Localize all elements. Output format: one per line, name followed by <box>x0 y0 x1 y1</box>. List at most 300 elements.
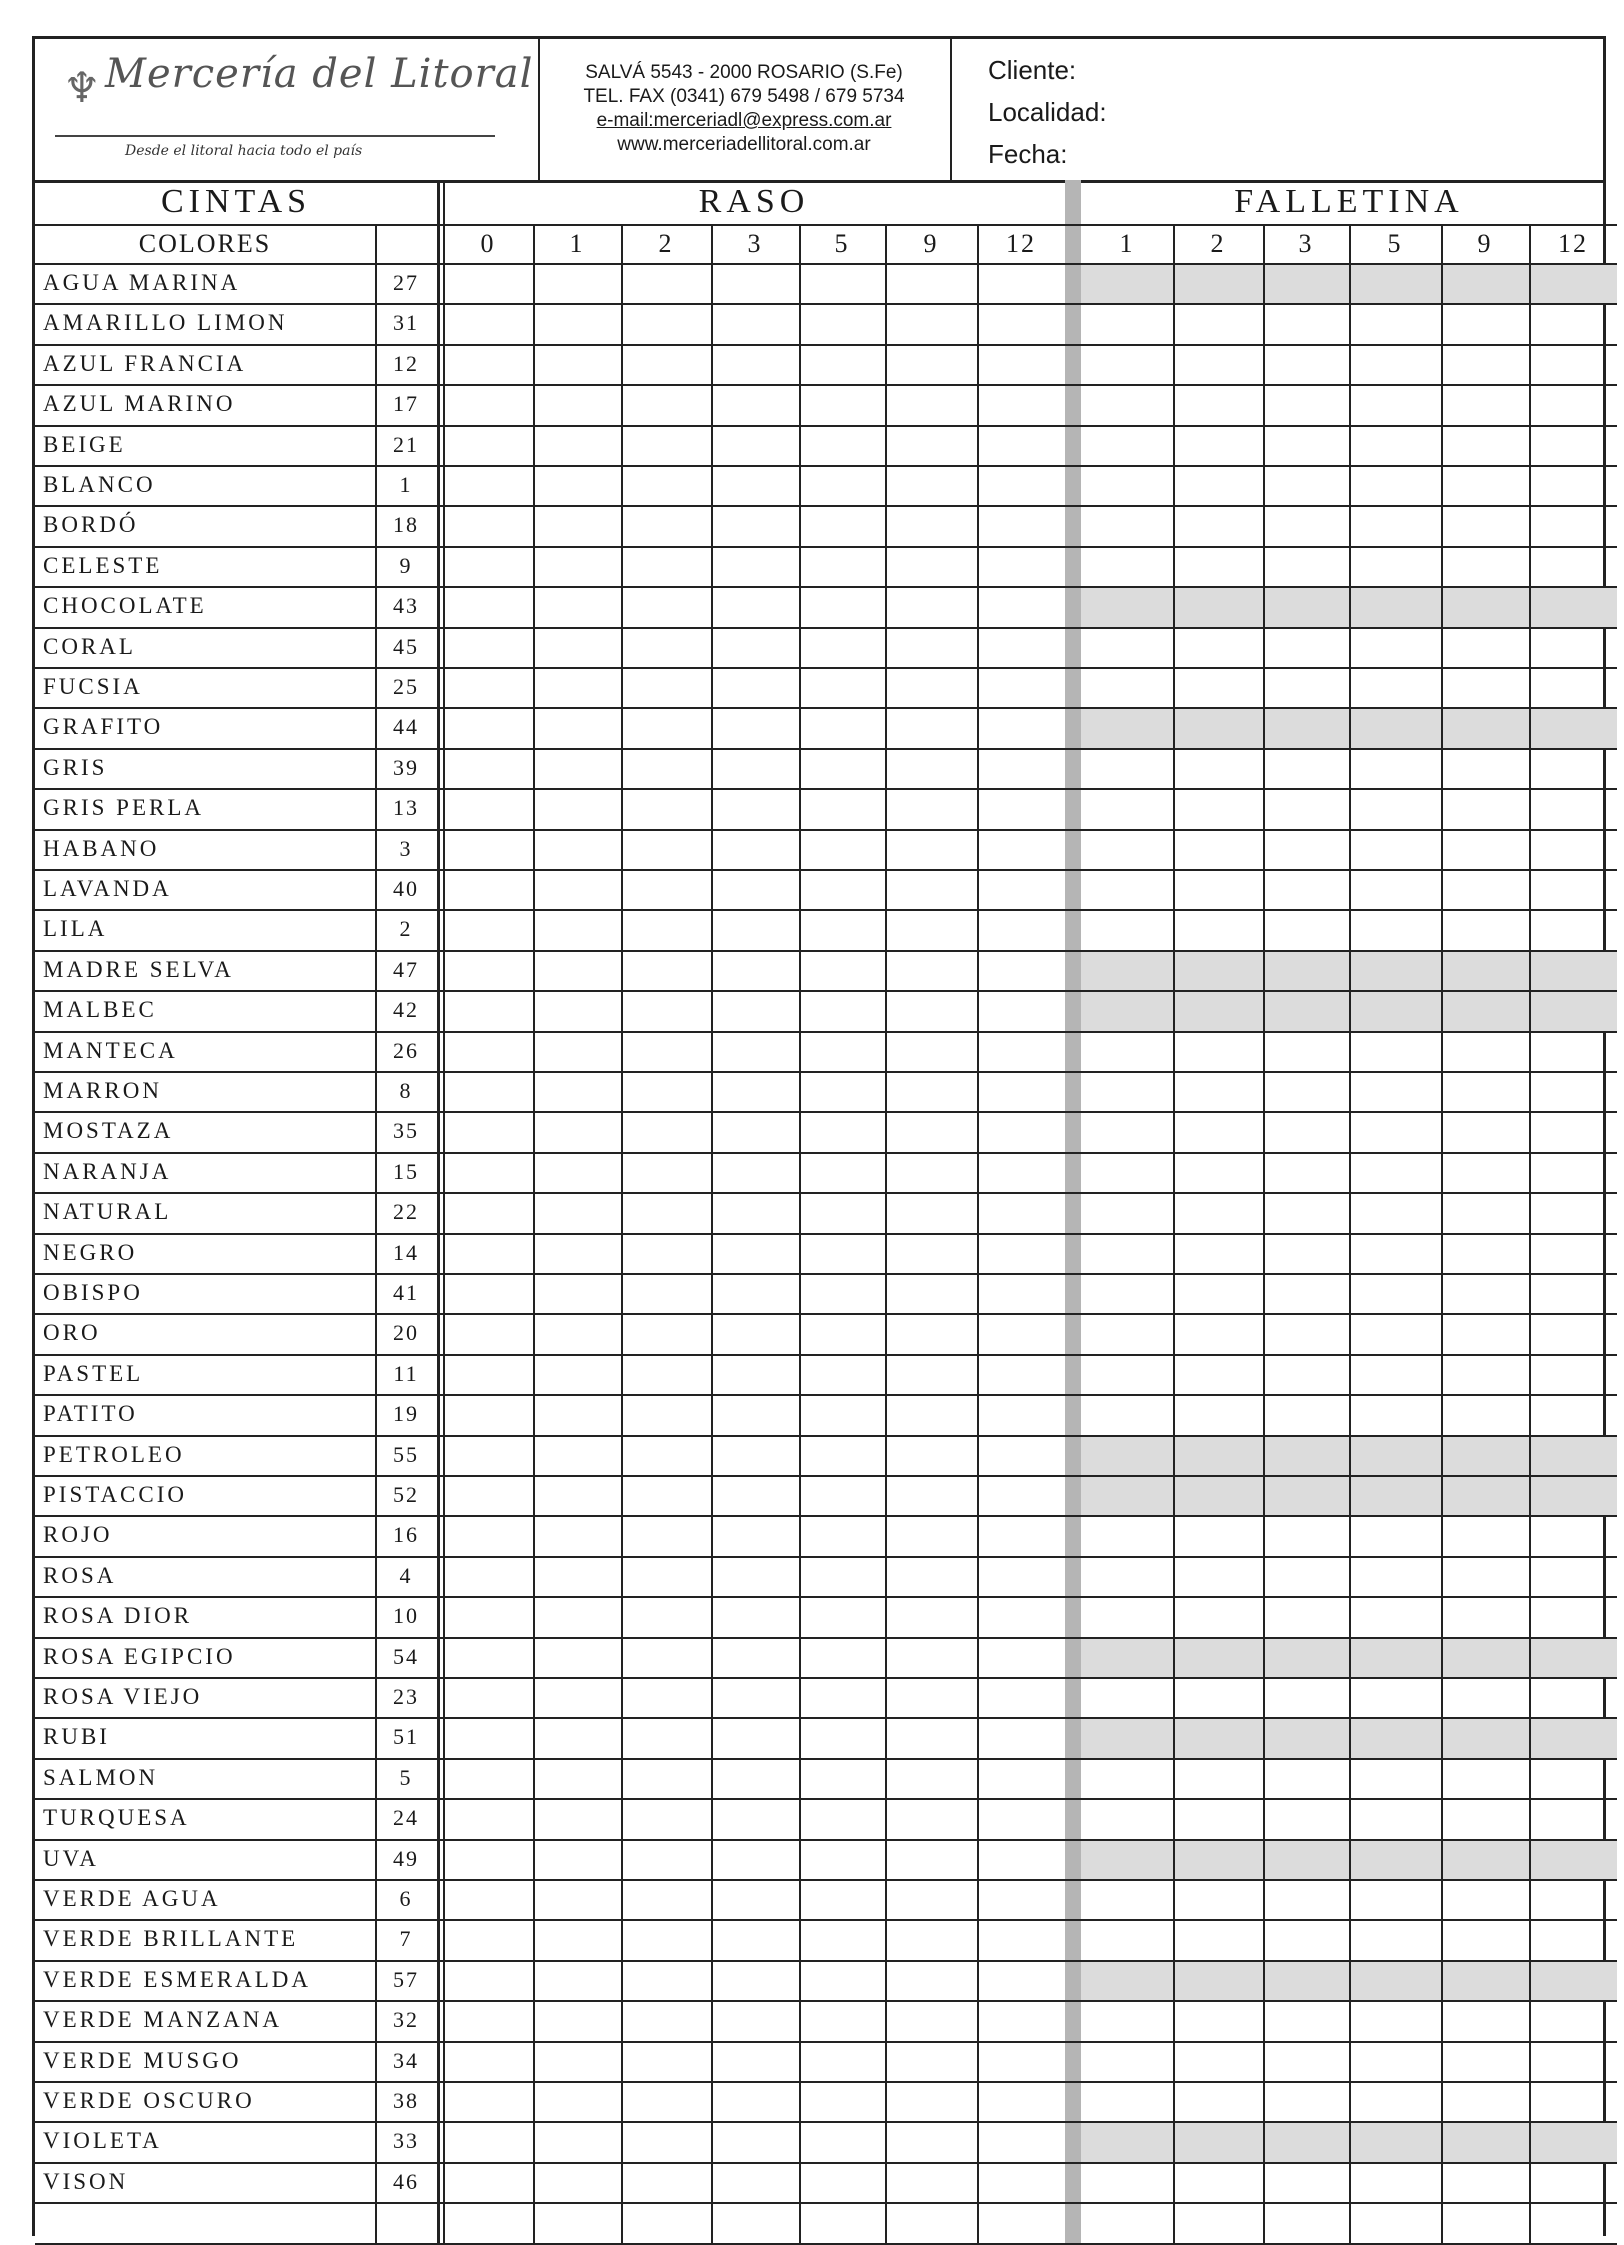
raso-quantity-cell[interactable] <box>799 1516 885 1556</box>
falletina-quantity-cell[interactable] <box>1263 2082 1349 2122</box>
raso-quantity-cell[interactable] <box>977 1314 1065 1354</box>
fecha-field[interactable]: Fecha: <box>988 139 1068 169</box>
raso-quantity-cell[interactable] <box>885 1112 977 1152</box>
raso-quantity-cell[interactable] <box>799 345 885 385</box>
falletina-quantity-cell[interactable] <box>1081 749 1173 789</box>
falletina-quantity-cell[interactable] <box>1441 264 1529 304</box>
raso-quantity-cell[interactable] <box>711 1395 799 1435</box>
raso-quantity-cell[interactable] <box>533 628 621 668</box>
falletina-quantity-cell[interactable] <box>1081 1153 1173 1193</box>
falletina-quantity-cell[interactable] <box>1529 1436 1617 1476</box>
falletina-quantity-cell[interactable] <box>1081 1072 1173 1112</box>
falletina-quantity-cell[interactable] <box>1263 1799 1349 1839</box>
falletina-quantity-cell[interactable] <box>1441 1920 1529 1960</box>
raso-quantity-cell[interactable] <box>533 1112 621 1152</box>
raso-quantity-cell[interactable] <box>443 587 533 627</box>
raso-quantity-cell[interactable] <box>799 2122 885 2162</box>
raso-quantity-cell[interactable] <box>799 1395 885 1435</box>
raso-quantity-cell[interactable] <box>799 1557 885 1597</box>
raso-quantity-cell[interactable] <box>977 1840 1065 1880</box>
falletina-quantity-cell[interactable] <box>1263 1314 1349 1354</box>
falletina-quantity-cell[interactable] <box>1081 1920 1173 1960</box>
falletina-quantity-cell[interactable] <box>1173 1072 1263 1112</box>
raso-quantity-cell[interactable] <box>621 1759 711 1799</box>
falletina-quantity-cell[interactable] <box>1349 1840 1441 1880</box>
raso-quantity-cell[interactable] <box>533 1920 621 1960</box>
falletina-quantity-cell[interactable] <box>1173 1759 1263 1799</box>
falletina-quantity-cell[interactable] <box>1529 1638 1617 1678</box>
falletina-quantity-cell[interactable] <box>1349 304 1441 344</box>
raso-quantity-cell[interactable] <box>885 1072 977 1112</box>
raso-quantity-cell[interactable] <box>977 587 1065 627</box>
raso-quantity-cell[interactable] <box>533 1193 621 1233</box>
falletina-quantity-cell[interactable] <box>1081 2042 1173 2082</box>
falletina-quantity-cell[interactable] <box>1263 789 1349 829</box>
raso-quantity-cell[interactable] <box>799 628 885 668</box>
raso-quantity-cell[interactable] <box>621 1920 711 1960</box>
falletina-quantity-cell[interactable] <box>1263 628 1349 668</box>
raso-quantity-cell[interactable] <box>443 1718 533 1758</box>
falletina-quantity-cell[interactable] <box>1263 1032 1349 1072</box>
falletina-quantity-cell[interactable] <box>1173 2203 1263 2243</box>
raso-quantity-cell[interactable] <box>711 789 799 829</box>
falletina-quantity-cell[interactable] <box>1529 1193 1617 1233</box>
falletina-quantity-cell[interactable] <box>1263 587 1349 627</box>
raso-quantity-cell[interactable] <box>621 2203 711 2243</box>
falletina-quantity-cell[interactable] <box>1173 1678 1263 1718</box>
raso-quantity-cell[interactable] <box>621 2122 711 2162</box>
raso-quantity-cell[interactable] <box>977 789 1065 829</box>
raso-quantity-cell[interactable] <box>885 1840 977 1880</box>
raso-quantity-cell[interactable] <box>711 1920 799 1960</box>
raso-quantity-cell[interactable] <box>621 951 711 991</box>
falletina-quantity-cell[interactable] <box>1173 749 1263 789</box>
falletina-quantity-cell[interactable] <box>1529 1355 1617 1395</box>
falletina-quantity-cell[interactable] <box>1529 345 1617 385</box>
raso-quantity-cell[interactable] <box>885 1436 977 1476</box>
raso-quantity-cell[interactable] <box>977 1395 1065 1435</box>
falletina-quantity-cell[interactable] <box>1529 628 1617 668</box>
falletina-quantity-cell[interactable] <box>1081 1597 1173 1637</box>
falletina-quantity-cell[interactable] <box>1441 1638 1529 1678</box>
falletina-quantity-cell[interactable] <box>1349 628 1441 668</box>
falletina-quantity-cell[interactable] <box>1441 1395 1529 1435</box>
falletina-quantity-cell[interactable] <box>1173 345 1263 385</box>
raso-quantity-cell[interactable] <box>711 1759 799 1799</box>
raso-quantity-cell[interactable] <box>711 628 799 668</box>
falletina-quantity-cell[interactable] <box>1441 2163 1529 2203</box>
falletina-quantity-cell[interactable] <box>1173 1395 1263 1435</box>
falletina-quantity-cell[interactable] <box>1081 1112 1173 1152</box>
raso-quantity-cell[interactable] <box>533 1597 621 1637</box>
falletina-quantity-cell[interactable] <box>1263 991 1349 1031</box>
raso-quantity-cell[interactable] <box>711 426 799 466</box>
falletina-quantity-cell[interactable] <box>1263 506 1349 546</box>
falletina-quantity-cell[interactable] <box>1529 1557 1617 1597</box>
raso-quantity-cell[interactable] <box>711 991 799 1031</box>
email-line[interactable]: e-mail:merceriadl@express.com.ar <box>596 110 892 131</box>
raso-quantity-cell[interactable] <box>711 749 799 789</box>
falletina-quantity-cell[interactable] <box>1081 789 1173 829</box>
raso-quantity-cell[interactable] <box>977 385 1065 425</box>
raso-quantity-cell[interactable] <box>799 1072 885 1112</box>
raso-quantity-cell[interactable] <box>711 1597 799 1637</box>
localidad-field[interactable]: Localidad: <box>988 97 1107 127</box>
raso-quantity-cell[interactable] <box>799 466 885 506</box>
raso-quantity-cell[interactable] <box>711 668 799 708</box>
falletina-quantity-cell[interactable] <box>1441 587 1529 627</box>
raso-quantity-cell[interactable] <box>621 1880 711 1920</box>
falletina-quantity-cell[interactable] <box>1349 1961 1441 2001</box>
raso-quantity-cell[interactable] <box>621 1234 711 1274</box>
raso-quantity-cell[interactable] <box>885 830 977 870</box>
falletina-quantity-cell[interactable] <box>1173 587 1263 627</box>
raso-quantity-cell[interactable] <box>885 1961 977 2001</box>
falletina-quantity-cell[interactable] <box>1441 385 1529 425</box>
raso-quantity-cell[interactable] <box>711 1234 799 1274</box>
raso-quantity-cell[interactable] <box>443 668 533 708</box>
falletina-quantity-cell[interactable] <box>1173 1718 1263 1758</box>
raso-quantity-cell[interactable] <box>977 2163 1065 2203</box>
raso-quantity-cell[interactable] <box>533 547 621 587</box>
raso-quantity-cell[interactable] <box>533 2122 621 2162</box>
raso-quantity-cell[interactable] <box>533 1274 621 1314</box>
falletina-quantity-cell[interactable] <box>1173 426 1263 466</box>
falletina-quantity-cell[interactable] <box>1263 2001 1349 2041</box>
raso-quantity-cell[interactable] <box>799 1880 885 1920</box>
raso-quantity-cell[interactable] <box>533 1234 621 1274</box>
falletina-quantity-cell[interactable] <box>1529 951 1617 991</box>
raso-quantity-cell[interactable] <box>621 1799 711 1839</box>
falletina-quantity-cell[interactable] <box>1441 1193 1529 1233</box>
raso-quantity-cell[interactable] <box>799 1032 885 1072</box>
raso-quantity-cell[interactable] <box>533 910 621 950</box>
raso-quantity-cell[interactable] <box>977 830 1065 870</box>
raso-quantity-cell[interactable] <box>711 1476 799 1516</box>
raso-quantity-cell[interactable] <box>533 749 621 789</box>
raso-quantity-cell[interactable] <box>443 1597 533 1637</box>
falletina-quantity-cell[interactable] <box>1441 1112 1529 1152</box>
falletina-quantity-cell[interactable] <box>1529 1759 1617 1799</box>
falletina-quantity-cell[interactable] <box>1263 264 1349 304</box>
raso-quantity-cell[interactable] <box>443 1314 533 1354</box>
raso-quantity-cell[interactable] <box>799 749 885 789</box>
falletina-quantity-cell[interactable] <box>1173 1597 1263 1637</box>
raso-quantity-cell[interactable] <box>799 587 885 627</box>
falletina-quantity-cell[interactable] <box>1173 1880 1263 1920</box>
falletina-quantity-cell[interactable] <box>1441 466 1529 506</box>
raso-quantity-cell[interactable] <box>443 1840 533 1880</box>
falletina-quantity-cell[interactable] <box>1263 910 1349 950</box>
falletina-quantity-cell[interactable] <box>1081 1032 1173 1072</box>
raso-quantity-cell[interactable] <box>711 1112 799 1152</box>
falletina-quantity-cell[interactable] <box>1349 264 1441 304</box>
falletina-quantity-cell[interactable] <box>1349 1314 1441 1354</box>
raso-quantity-cell[interactable] <box>443 2042 533 2082</box>
falletina-quantity-cell[interactable] <box>1081 628 1173 668</box>
falletina-quantity-cell[interactable] <box>1081 1799 1173 1839</box>
raso-quantity-cell[interactable] <box>443 749 533 789</box>
raso-quantity-cell[interactable] <box>799 1759 885 1799</box>
falletina-quantity-cell[interactable] <box>1529 264 1617 304</box>
raso-quantity-cell[interactable] <box>533 708 621 748</box>
raso-quantity-cell[interactable] <box>885 749 977 789</box>
falletina-quantity-cell[interactable] <box>1529 547 1617 587</box>
falletina-quantity-cell[interactable] <box>1173 830 1263 870</box>
falletina-quantity-cell[interactable] <box>1349 466 1441 506</box>
falletina-quantity-cell[interactable] <box>1173 628 1263 668</box>
raso-quantity-cell[interactable] <box>443 2122 533 2162</box>
falletina-quantity-cell[interactable] <box>1441 2203 1529 2243</box>
raso-quantity-cell[interactable] <box>621 1072 711 1112</box>
falletina-quantity-cell[interactable] <box>1529 2122 1617 2162</box>
falletina-quantity-cell[interactable] <box>1173 1961 1263 2001</box>
raso-quantity-cell[interactable] <box>711 345 799 385</box>
raso-quantity-cell[interactable] <box>621 2163 711 2203</box>
raso-quantity-cell[interactable] <box>711 1638 799 1678</box>
raso-quantity-cell[interactable] <box>711 1072 799 1112</box>
raso-quantity-cell[interactable] <box>799 991 885 1031</box>
falletina-quantity-cell[interactable] <box>1173 1799 1263 1839</box>
raso-quantity-cell[interactable] <box>885 547 977 587</box>
falletina-quantity-cell[interactable] <box>1441 345 1529 385</box>
raso-quantity-cell[interactable] <box>443 345 533 385</box>
falletina-quantity-cell[interactable] <box>1081 1678 1173 1718</box>
falletina-quantity-cell[interactable] <box>1529 1234 1617 1274</box>
raso-quantity-cell[interactable] <box>621 910 711 950</box>
raso-quantity-cell[interactable] <box>885 951 977 991</box>
raso-quantity-cell[interactable] <box>533 1314 621 1354</box>
falletina-quantity-cell[interactable] <box>1173 1234 1263 1274</box>
falletina-quantity-cell[interactable] <box>1173 385 1263 425</box>
raso-quantity-cell[interactable] <box>533 1395 621 1435</box>
raso-quantity-cell[interactable] <box>885 1678 977 1718</box>
raso-quantity-cell[interactable] <box>621 749 711 789</box>
falletina-quantity-cell[interactable] <box>1263 951 1349 991</box>
raso-quantity-cell[interactable] <box>799 547 885 587</box>
falletina-quantity-cell[interactable] <box>1263 1961 1349 2001</box>
raso-quantity-cell[interactable] <box>711 2082 799 2122</box>
falletina-quantity-cell[interactable] <box>1441 628 1529 668</box>
raso-quantity-cell[interactable] <box>977 1718 1065 1758</box>
raso-quantity-cell[interactable] <box>799 1193 885 1233</box>
raso-quantity-cell[interactable] <box>533 2042 621 2082</box>
raso-quantity-cell[interactable] <box>885 2163 977 2203</box>
falletina-quantity-cell[interactable] <box>1173 910 1263 950</box>
raso-quantity-cell[interactable] <box>885 506 977 546</box>
raso-quantity-cell[interactable] <box>885 1193 977 1233</box>
falletina-quantity-cell[interactable] <box>1349 1718 1441 1758</box>
cliente-field[interactable]: Cliente: <box>988 55 1077 85</box>
falletina-quantity-cell[interactable] <box>1263 1274 1349 1314</box>
raso-quantity-cell[interactable] <box>977 1112 1065 1152</box>
raso-quantity-cell[interactable] <box>621 345 711 385</box>
raso-quantity-cell[interactable] <box>533 264 621 304</box>
raso-quantity-cell[interactable] <box>443 1516 533 1556</box>
raso-quantity-cell[interactable] <box>443 1274 533 1314</box>
raso-quantity-cell[interactable] <box>711 506 799 546</box>
raso-quantity-cell[interactable] <box>977 2203 1065 2243</box>
raso-quantity-cell[interactable] <box>711 1355 799 1395</box>
raso-quantity-cell[interactable] <box>621 1840 711 1880</box>
raso-quantity-cell[interactable] <box>711 1274 799 1314</box>
raso-quantity-cell[interactable] <box>977 628 1065 668</box>
falletina-quantity-cell[interactable] <box>1529 587 1617 627</box>
raso-quantity-cell[interactable] <box>621 547 711 587</box>
raso-quantity-cell[interactable] <box>533 1799 621 1839</box>
raso-quantity-cell[interactable] <box>443 1920 533 1960</box>
raso-quantity-cell[interactable] <box>885 2082 977 2122</box>
raso-quantity-cell[interactable] <box>885 304 977 344</box>
falletina-quantity-cell[interactable] <box>1173 1193 1263 1233</box>
falletina-quantity-cell[interactable] <box>1441 1759 1529 1799</box>
falletina-quantity-cell[interactable] <box>1529 1395 1617 1435</box>
falletina-quantity-cell[interactable] <box>1441 1597 1529 1637</box>
falletina-quantity-cell[interactable] <box>1263 1920 1349 1960</box>
raso-quantity-cell[interactable] <box>621 2082 711 2122</box>
falletina-quantity-cell[interactable] <box>1263 1355 1349 1395</box>
falletina-quantity-cell[interactable] <box>1529 910 1617 950</box>
raso-quantity-cell[interactable] <box>799 1476 885 1516</box>
raso-quantity-cell[interactable] <box>885 264 977 304</box>
falletina-quantity-cell[interactable] <box>1081 1961 1173 2001</box>
falletina-quantity-cell[interactable] <box>1081 951 1173 991</box>
falletina-quantity-cell[interactable] <box>1263 1718 1349 1758</box>
raso-quantity-cell[interactable] <box>533 1718 621 1758</box>
raso-quantity-cell[interactable] <box>977 2082 1065 2122</box>
falletina-quantity-cell[interactable] <box>1081 1193 1173 1233</box>
falletina-quantity-cell[interactable] <box>1263 1638 1349 1678</box>
raso-quantity-cell[interactable] <box>621 304 711 344</box>
raso-quantity-cell[interactable] <box>533 1032 621 1072</box>
raso-quantity-cell[interactable] <box>443 1638 533 1678</box>
raso-quantity-cell[interactable] <box>799 708 885 748</box>
falletina-quantity-cell[interactable] <box>1529 2163 1617 2203</box>
raso-quantity-cell[interactable] <box>621 708 711 748</box>
falletina-quantity-cell[interactable] <box>1349 1516 1441 1556</box>
falletina-quantity-cell[interactable] <box>1173 1516 1263 1556</box>
falletina-quantity-cell[interactable] <box>1349 1638 1441 1678</box>
raso-quantity-cell[interactable] <box>799 668 885 708</box>
falletina-quantity-cell[interactable] <box>1349 1920 1441 1960</box>
raso-quantity-cell[interactable] <box>621 1638 711 1678</box>
falletina-quantity-cell[interactable] <box>1081 1355 1173 1395</box>
raso-quantity-cell[interactable] <box>885 1314 977 1354</box>
falletina-quantity-cell[interactable] <box>1349 2122 1441 2162</box>
raso-quantity-cell[interactable] <box>977 749 1065 789</box>
falletina-quantity-cell[interactable] <box>1173 547 1263 587</box>
raso-quantity-cell[interactable] <box>533 1638 621 1678</box>
raso-quantity-cell[interactable] <box>977 1880 1065 1920</box>
falletina-quantity-cell[interactable] <box>1349 1032 1441 1072</box>
falletina-quantity-cell[interactable] <box>1263 1880 1349 1920</box>
raso-quantity-cell[interactable] <box>799 1638 885 1678</box>
raso-quantity-cell[interactable] <box>533 991 621 1031</box>
raso-quantity-cell[interactable] <box>443 1678 533 1718</box>
falletina-quantity-cell[interactable] <box>1263 1759 1349 1799</box>
raso-quantity-cell[interactable] <box>443 628 533 668</box>
falletina-quantity-cell[interactable] <box>1081 1476 1173 1516</box>
falletina-quantity-cell[interactable] <box>1173 668 1263 708</box>
falletina-quantity-cell[interactable] <box>1349 1193 1441 1233</box>
falletina-quantity-cell[interactable] <box>1529 2203 1617 2243</box>
raso-quantity-cell[interactable] <box>711 466 799 506</box>
raso-quantity-cell[interactable] <box>533 1840 621 1880</box>
falletina-quantity-cell[interactable] <box>1263 749 1349 789</box>
raso-quantity-cell[interactable] <box>533 2203 621 2243</box>
falletina-quantity-cell[interactable] <box>1263 345 1349 385</box>
falletina-quantity-cell[interactable] <box>1349 1799 1441 1839</box>
falletina-quantity-cell[interactable] <box>1529 991 1617 1031</box>
falletina-quantity-cell[interactable] <box>1081 1516 1173 1556</box>
raso-quantity-cell[interactable] <box>443 1395 533 1435</box>
raso-quantity-cell[interactable] <box>533 1557 621 1597</box>
raso-quantity-cell[interactable] <box>885 789 977 829</box>
falletina-quantity-cell[interactable] <box>1263 385 1349 425</box>
raso-quantity-cell[interactable] <box>977 1678 1065 1718</box>
falletina-quantity-cell[interactable] <box>1173 1032 1263 1072</box>
raso-quantity-cell[interactable] <box>621 1314 711 1354</box>
raso-quantity-cell[interactable] <box>443 1072 533 1112</box>
falletina-quantity-cell[interactable] <box>1441 708 1529 748</box>
raso-quantity-cell[interactable] <box>711 1314 799 1354</box>
falletina-quantity-cell[interactable] <box>1349 1436 1441 1476</box>
falletina-quantity-cell[interactable] <box>1263 1112 1349 1152</box>
raso-quantity-cell[interactable] <box>621 1516 711 1556</box>
raso-quantity-cell[interactable] <box>799 506 885 546</box>
falletina-quantity-cell[interactable] <box>1441 1799 1529 1839</box>
falletina-quantity-cell[interactable] <box>1173 870 1263 910</box>
raso-quantity-cell[interactable] <box>443 1355 533 1395</box>
falletina-quantity-cell[interactable] <box>1081 870 1173 910</box>
falletina-quantity-cell[interactable] <box>1349 547 1441 587</box>
falletina-quantity-cell[interactable] <box>1441 2122 1529 2162</box>
raso-quantity-cell[interactable] <box>443 1153 533 1193</box>
raso-quantity-cell[interactable] <box>799 1840 885 1880</box>
raso-quantity-cell[interactable] <box>621 1557 711 1597</box>
falletina-quantity-cell[interactable] <box>1081 587 1173 627</box>
falletina-quantity-cell[interactable] <box>1263 2203 1349 2243</box>
raso-quantity-cell[interactable] <box>533 345 621 385</box>
falletina-quantity-cell[interactable] <box>1529 1597 1617 1637</box>
raso-quantity-cell[interactable] <box>443 2001 533 2041</box>
raso-quantity-cell[interactable] <box>443 304 533 344</box>
raso-quantity-cell[interactable] <box>799 2163 885 2203</box>
falletina-quantity-cell[interactable] <box>1441 1476 1529 1516</box>
falletina-quantity-cell[interactable] <box>1081 304 1173 344</box>
raso-quantity-cell[interactable] <box>533 1880 621 1920</box>
raso-quantity-cell[interactable] <box>977 506 1065 546</box>
falletina-quantity-cell[interactable] <box>1349 587 1441 627</box>
raso-quantity-cell[interactable] <box>799 1920 885 1960</box>
falletina-quantity-cell[interactable] <box>1529 1516 1617 1556</box>
raso-quantity-cell[interactable] <box>533 2163 621 2203</box>
falletina-quantity-cell[interactable] <box>1263 1840 1349 1880</box>
raso-quantity-cell[interactable] <box>885 1476 977 1516</box>
raso-quantity-cell[interactable] <box>799 1799 885 1839</box>
raso-quantity-cell[interactable] <box>885 708 977 748</box>
falletina-quantity-cell[interactable] <box>1441 1961 1529 2001</box>
raso-quantity-cell[interactable] <box>977 951 1065 991</box>
raso-quantity-cell[interactable] <box>533 426 621 466</box>
raso-quantity-cell[interactable] <box>711 1799 799 1839</box>
falletina-quantity-cell[interactable] <box>1349 1880 1441 1920</box>
raso-quantity-cell[interactable] <box>533 466 621 506</box>
falletina-quantity-cell[interactable] <box>1173 466 1263 506</box>
raso-quantity-cell[interactable] <box>885 870 977 910</box>
raso-quantity-cell[interactable] <box>533 2001 621 2041</box>
falletina-quantity-cell[interactable] <box>1441 830 1529 870</box>
